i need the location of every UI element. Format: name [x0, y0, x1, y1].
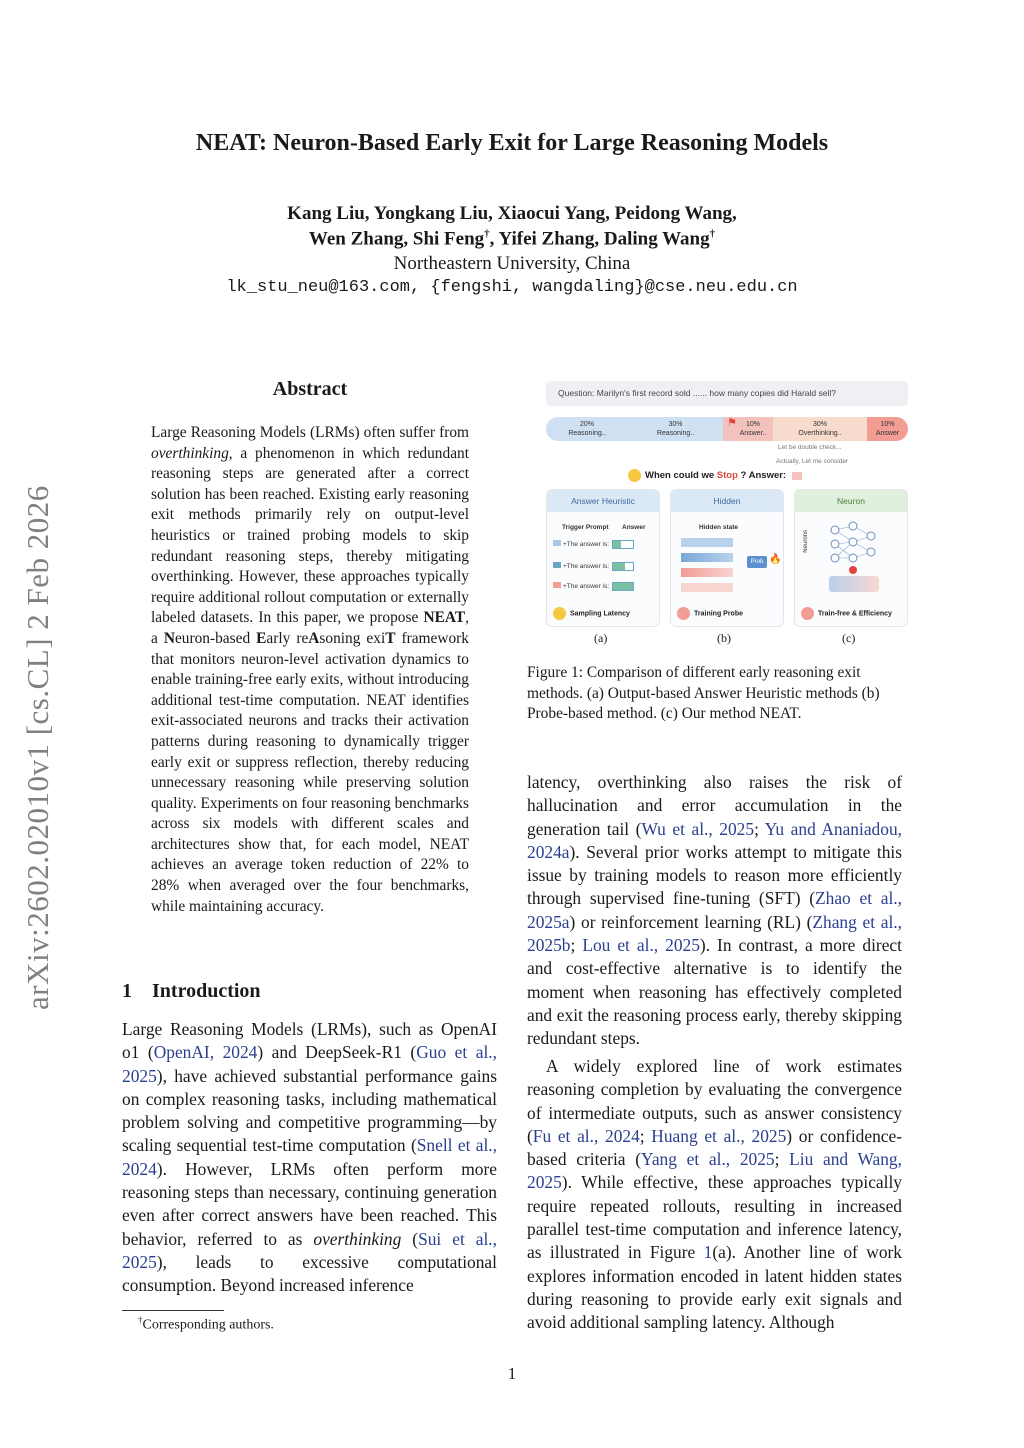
citation-link[interactable]: Zhao et al., 2025a — [527, 888, 902, 932]
answer-row: +The answer is: — [553, 540, 634, 549]
section-heading-introduction: 1 Introduction — [122, 980, 261, 1002]
citation-link[interactable]: Snell et al., 2024 — [122, 1135, 497, 1179]
abstract-body: Large Reasoning Models (LRMs) often suffer from overthinking, a phenomenon in which redundant reasoning steps are generated after a correct solution has been reached. Existing early reasoning exit methods primarily rely on output-level heuristics or trained probing models to skip redundant reasoning steps, thereby mitigating overthinking. However, these approaches typically require additional rollout computation or externally labeled datasets. In this paper, we propose NEAT, a Neuron-based Early reAsoning exiT framework that monitors neuron-level activation dynamics to enable training-free early exits, without introducing additional test-time computation. NEAT identifies exit-associated neurons and tracks their activation patterns during reasoning to dynamically trigger early exit or suppress reflection, thereby reducing unnecessary reasoning while preserving solution quality. Experiments on four reasoning benchmarks across six models with different scales and architectures show that, for each model, NEAT achieves an average token reduction of 22% to 28% when averaged over the four benchmarks, while maintaining accuracy. — [151, 424, 469, 915]
neurons-axis-label: Neurons — [803, 530, 809, 553]
fire-icon: 🔥 — [769, 554, 782, 565]
figure-label-a: (a) — [594, 631, 608, 645]
panel-hidden-probe — [670, 489, 784, 627]
citation-link[interactable]: Liu and Wang, 2025 — [527, 1149, 902, 1193]
footnote: †Corresponding authors. — [138, 1315, 274, 1333]
segment-reasoning-2: 30% Reasoning.. — [628, 417, 723, 441]
citation-link[interactable]: Yang et al., 2025 — [641, 1149, 775, 1170]
dagger-mark: † — [484, 228, 490, 240]
dizzy-face-icon — [677, 607, 690, 620]
citation-link[interactable]: Lou et al., 2025 — [582, 935, 700, 956]
citation-link[interactable]: Fu et al., 2024 — [532, 1125, 640, 1146]
flag-icon — [792, 472, 802, 480]
intro-paragraph-1: Large Reasoning Models (LRMs), such as OpenAI o1 (OpenAI, 2024) and DeepSeek-R1 (Guo et al., 2025), have achieved substantial performance gains on complex reasoning tasks, including mathematical problem solving and competitive programming—by scaling sequential test-time computation (Snell et al., 2024). However, LRMs often perform more reasoning steps than necessary, continuing generation even after correct answers have been reached. This behavior, referred to as overthinking (Sui et al., 2025), leads to excessive computational consumption. Beyond increased inference — [122, 1019, 497, 1296]
answer-row: +The answer is: — [553, 582, 634, 591]
flag-icon: ⚑ — [727, 417, 737, 429]
figure-reference-link[interactable]: 1 — [703, 1242, 713, 1263]
authors-line-1: Kang Liu, Yongkang Liu, Xiaocui Yang, Peidong Wang, — [287, 203, 737, 224]
panel-footer: Sampling Latency — [553, 607, 630, 620]
panel-footer: Training Probe — [677, 607, 743, 620]
panel-title: Answer Heuristic — [547, 490, 659, 512]
footnote-rule — [122, 1310, 224, 1311]
stop-question: When could we Stop ? Answer: — [628, 469, 802, 482]
intro-paragraph-3: A widely explored line of work estimates reasoning completion by evaluating the convergence of intermediate outputs, such as answer consistency (Fu et al., 2024; Huang et al., 2025) or confidence-based criteria (Yang et al., 2025; Liu and Wang, 2025). While effective, these approaches typically require repeated rollouts, resulting in increased parallel test-time computation and inference latency, as illustrated in Figure 1(a). Another line of work explores information encoded in latent hidden states during reasoning to provide early exit signals and avoid additional sampling latency. Although — [527, 1056, 902, 1333]
probe-box: Prob — [747, 556, 767, 568]
citation-link[interactable]: Guo et al., 2025 — [122, 1042, 497, 1086]
figure-label-b: (b) — [717, 631, 731, 645]
thinking-face-icon — [628, 469, 641, 482]
figure-question-bar: Question: Marilyn's first record sold ...... how many copies did Harald sell? — [546, 381, 908, 406]
figure-1-caption: Figure 1: Comparison of different early reasoning exit methods. (a) Output-based Answer Heuristic methods (b) Probe-based method. (c) Our method NEAT. — [527, 664, 880, 723]
segment-answer-2: 10% Answer — [867, 417, 908, 441]
answer-row: +The answer is: — [553, 562, 634, 571]
overthinking-note-1: Let be double check... — [778, 444, 842, 451]
hidden-state-bar — [681, 553, 733, 562]
intro-paragraph-2: latency, overthinking also raises the risk of hallucination and error accumulation in the generation tail (Wu et al., 2025; Yu and Ananiadou, 2024a). Several prior works attempt to mitigate this issue by training models to reason more efficiently through supervised fine-tuning (SFT) (Zhao et al., 2025a) or reinforcement learning (RL) (Zhang et al., 2025b; Lou et al., 2025). In contrast, a more direct and cost-effective alternative is to identify the moment when reasoning has effectively completed and exit the reasoning process early, thereby skipping redundant steps. — [527, 772, 902, 1049]
figure-label-c: (c) — [842, 631, 856, 645]
panel-title: Neuron — [795, 490, 907, 512]
dagger-mark: † — [709, 228, 716, 240]
hidden-state-bar — [681, 583, 733, 592]
citation-link[interactable]: Sui et al., 2025 — [122, 1228, 497, 1272]
citation-link[interactable]: Zhang et al., 2025b — [527, 911, 902, 956]
hidden-state-label: Hidden state — [699, 524, 739, 531]
panel-title: Hidden — [671, 490, 783, 512]
trigger-prompt-label: Trigger Prompt — [562, 524, 609, 531]
answer-label: Answer — [622, 524, 646, 531]
segment-reasoning-1: 20% Reasoning.. — [546, 417, 628, 441]
page-number: 1 — [507, 1364, 517, 1383]
heart-face-icon — [801, 607, 814, 620]
affiliation: Northeastern University, China — [393, 253, 631, 274]
authors-line-2: Wen Zhang, Shi Feng†, Yifei Zhang, Daling Wang† — [308, 228, 716, 250]
activation-band — [829, 576, 879, 592]
hidden-state-bar — [681, 568, 733, 577]
citation-link[interactable]: OpenAI, 2024 — [153, 1042, 258, 1063]
panel-footer: Train-free & Efficiency — [801, 607, 892, 620]
citation-link[interactable]: Wu et al., 2025 — [641, 818, 755, 839]
segment-overthinking: 30% Overthinking.. — [773, 417, 867, 441]
segment-answer-1: ⚑ 10% Answer.. — [723, 417, 773, 441]
abstract-heading: Abstract — [272, 378, 348, 400]
hidden-state-bar — [681, 538, 733, 547]
panel-neuron — [794, 489, 908, 627]
overthinking-note-2: Actually, Let me consider — [776, 458, 849, 465]
arxiv-identifier: arXiv:2602.02010v1 [cs.CL] 2 Feb 2026 — [20, 485, 55, 1010]
panel-answer-heuristic — [546, 489, 660, 627]
paper-title: NEAT: Neuron-Based Early Exit for Large Reasoning Models — [195, 130, 829, 156]
tired-face-icon — [553, 607, 566, 620]
citation-link[interactable]: Yu and Ananiadou, 2024a — [527, 818, 902, 862]
citation-link[interactable]: Huang et al., 2025 — [651, 1125, 787, 1146]
figure-1 — [546, 381, 908, 651]
author-emails: lk_stu_neu@163.com, {fengshi, wangdaling}@cse.neu.edu.cn — [226, 278, 798, 297]
neural-network-icon — [823, 518, 883, 578]
